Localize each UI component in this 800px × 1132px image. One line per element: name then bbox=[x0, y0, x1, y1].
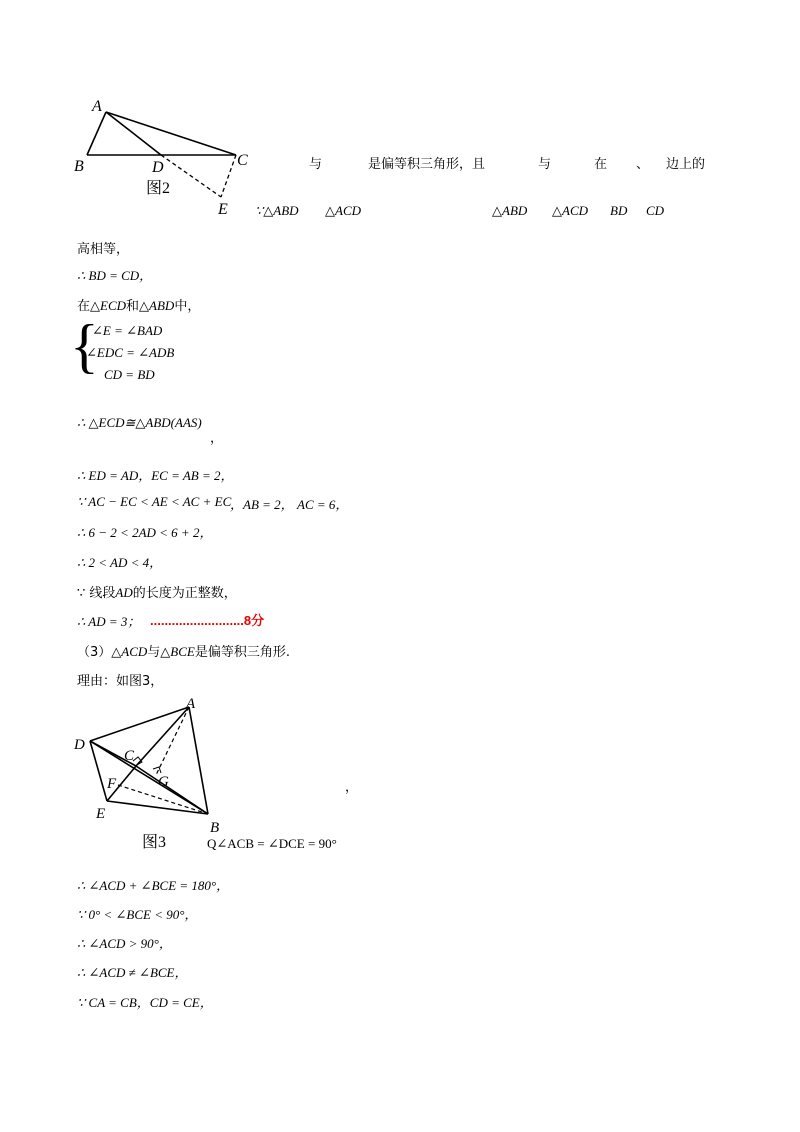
triangle-abd: △ABD bbox=[263, 203, 299, 218]
label-e: E bbox=[218, 201, 228, 218]
fig3-label-b: B bbox=[210, 820, 220, 836]
figure-2 bbox=[70, 95, 260, 220]
line-11-post: 是偏等积三角形. bbox=[194, 645, 290, 660]
label-c: C bbox=[237, 152, 248, 169]
q-line: Q∠ACB = ∠DCE = 90° bbox=[207, 836, 337, 851]
line-5: ∴ ED = AD，EC = AB = 2， bbox=[77, 468, 234, 483]
line-9-ad: AD bbox=[115, 585, 133, 600]
figure-2-caption: 图2 bbox=[146, 180, 171, 197]
line-14: ∵ 0° < ∠BCE < 90°， bbox=[77, 907, 198, 922]
fig3-label-c: C bbox=[124, 748, 135, 764]
line-6c: AC = 6， bbox=[297, 497, 349, 512]
line-8: ∴ 2 < AD < 4， bbox=[77, 555, 163, 570]
segment-ab-3 bbox=[189, 707, 208, 814]
fig3-label-d: D bbox=[74, 737, 85, 753]
line-2: ∴ BD = CD， bbox=[77, 268, 153, 283]
segment-bd-text: BD bbox=[610, 203, 628, 218]
line-3-mid: 和 bbox=[126, 299, 140, 314]
segment-cd-text: CD bbox=[646, 203, 665, 218]
fig3-label-g: G bbox=[158, 774, 169, 790]
line-11 bbox=[77, 641, 290, 660]
text-yu-1: 与 bbox=[309, 157, 323, 172]
comma-right: ， bbox=[345, 780, 359, 795]
system-brace: { bbox=[70, 313, 99, 379]
line-10: ∴ AD = 3； bbox=[77, 614, 141, 629]
line-4-comma: ， bbox=[210, 431, 224, 446]
label-b: B bbox=[74, 158, 84, 175]
system-eq-1: ∠E = ∠BAD bbox=[92, 323, 163, 338]
line-3 bbox=[77, 295, 200, 314]
line-11-tri-acd: △ACD bbox=[111, 644, 148, 659]
triangle-abd-2: △ABD bbox=[492, 203, 528, 218]
since-symbol: ∵ bbox=[255, 203, 264, 218]
triangle-acd-2: △ACD bbox=[552, 203, 588, 218]
line-9 bbox=[77, 582, 237, 601]
triangle-acd: △ACD bbox=[325, 203, 361, 218]
line-6a: ∵ AC − EC < AE < AC + EC bbox=[77, 494, 232, 509]
text-yu-2: 与 bbox=[538, 157, 552, 172]
line-9-post: 的长度为正整数， bbox=[132, 586, 237, 601]
line-7: ∴ 6 − 2 < 2AD < 6 + 2， bbox=[77, 525, 213, 540]
system-eq-3: CD = BD bbox=[104, 367, 155, 382]
system-eq-2: ∠EDC = ∠ADB bbox=[86, 345, 175, 360]
text-bian: 边上的 bbox=[666, 157, 706, 172]
line-1: 高相等， bbox=[77, 242, 130, 257]
line-3-tri-abd: △ABD bbox=[139, 298, 175, 313]
fig3-label-a: A bbox=[186, 696, 196, 712]
label-d: D bbox=[152, 159, 164, 176]
segment-ad bbox=[106, 112, 161, 155]
fig3-label-e: E bbox=[96, 806, 106, 822]
line-4: ∴ △ECD≅△ABD(AAS) bbox=[77, 415, 202, 430]
line-16: ∴ ∠ACD ≠ ∠BCE， bbox=[77, 965, 188, 980]
line-13: ∴ ∠ACD + ∠BCE = 180°， bbox=[77, 878, 230, 893]
figure-3-caption: 图3 bbox=[142, 834, 167, 851]
fig3-label-f: F bbox=[107, 776, 117, 792]
line-17: ∵ CA = CB，CD = CE， bbox=[77, 995, 213, 1010]
score-label: ..........................8分 bbox=[150, 613, 265, 628]
text-zai: 在 bbox=[594, 157, 608, 172]
label-a: A bbox=[92, 98, 102, 115]
line-6b: ，AB = 2， bbox=[230, 497, 294, 512]
figure-3 bbox=[70, 695, 255, 855]
text-since bbox=[255, 203, 299, 219]
line-3-pre: 在 bbox=[77, 299, 91, 314]
line-11-pre: （3） bbox=[77, 645, 112, 660]
line-11-mid: 与 bbox=[147, 645, 161, 660]
segment-ac bbox=[106, 112, 236, 155]
line-3-post: 中， bbox=[174, 299, 201, 314]
line-15: ∴ ∠ACD > 90°， bbox=[77, 936, 172, 951]
line-11-tri-bce: △BCE bbox=[160, 644, 195, 659]
segment-ab bbox=[87, 112, 106, 155]
text-dun: 、 bbox=[636, 157, 650, 172]
line-9-pre: ∵ 线段 bbox=[77, 586, 116, 601]
segment-ce-dashed bbox=[221, 155, 236, 197]
line-12: 理由：如图3， bbox=[77, 674, 164, 689]
line-3-tri-ecd: △ECD bbox=[90, 298, 127, 313]
text-phrase: 是偏等积三角形，且 bbox=[368, 157, 486, 172]
